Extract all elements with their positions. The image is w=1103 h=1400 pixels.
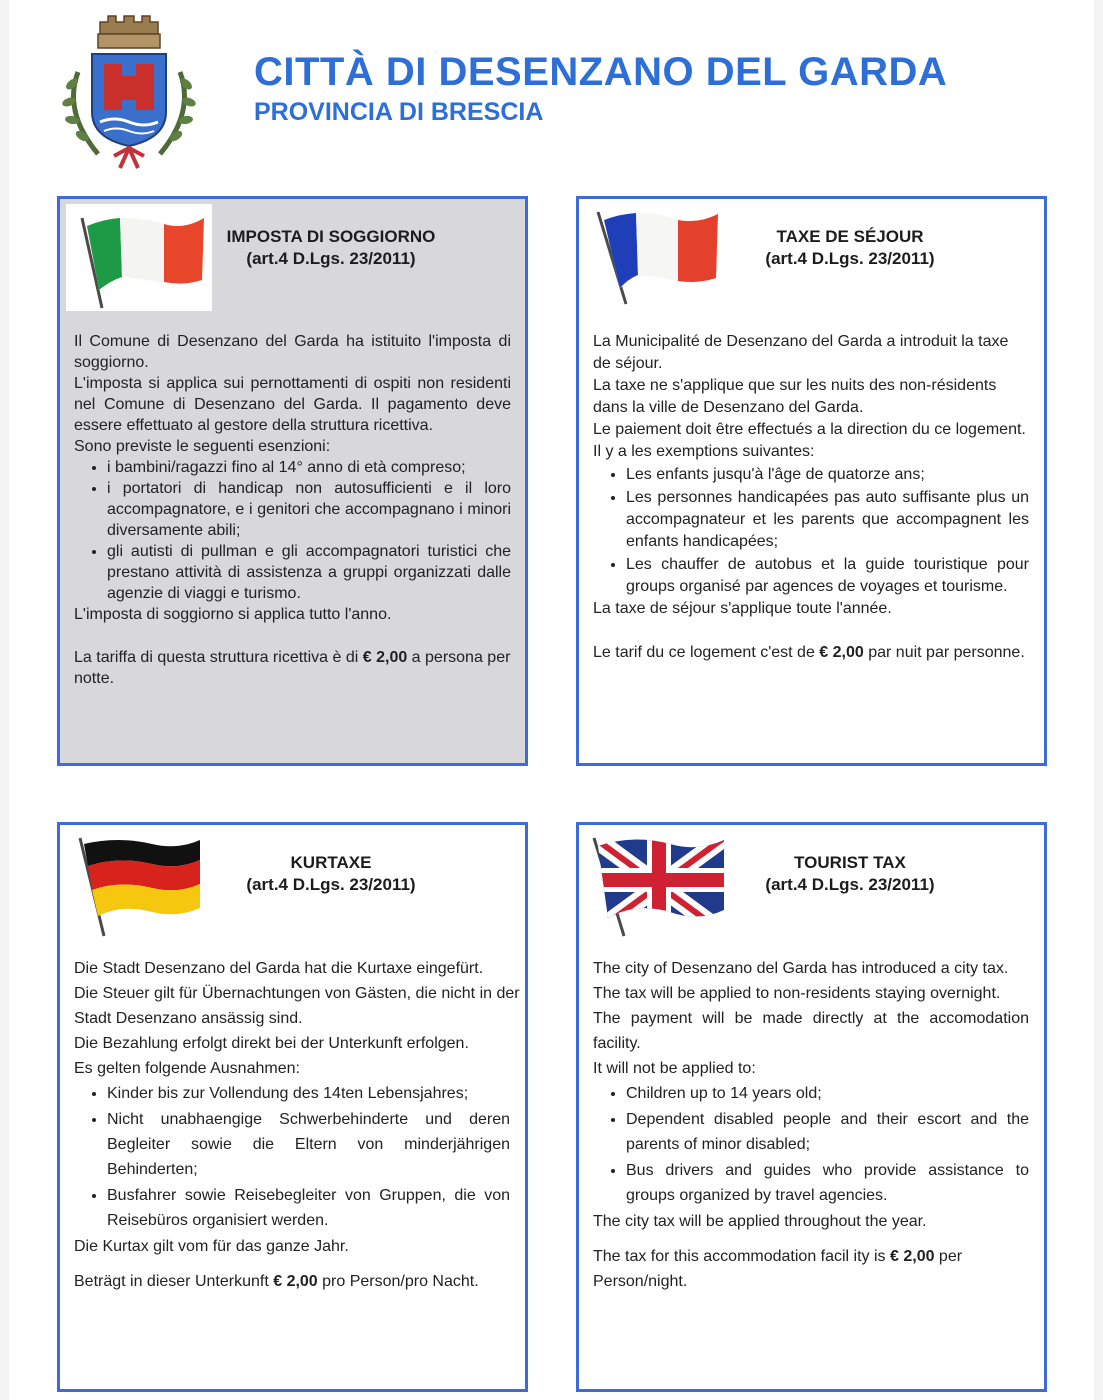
- exemptions-list: [593, 1081, 1029, 1208]
- rate-text: La tariffa di questa struttura ricettiva è di € 2,00 a persona per notte.: [74, 649, 511, 687]
- list-item: • Nicht unabhaengige Schwerbehinderte und deren Begleiter sowie die Eltern von minderjährigen Behinderten;: [107, 1107, 510, 1182]
- paragraph: Il y a les exemptions suivantes:: [593, 443, 815, 460]
- paragraph: It will not be applied to:: [593, 1060, 756, 1077]
- list-item: • i portatori di handicap non autosufficienti e il loro accompagnatore, e i genitori che accompagnano i minori diversamente abili;: [107, 478, 511, 541]
- paragraph: Il Comune di Desenzano del Garda ha istituito l'imposta di soggiorno.: [74, 333, 511, 371]
- section-german-law: (art.4 D.Lgs. 23/2011): [246, 875, 416, 894]
- section-french-header: [734, 226, 966, 270]
- list-item: • Busfahrer sowie Reisebegleiter von Gruppen, die von Reisebüros organisiert werden.: [107, 1183, 510, 1233]
- rate-amount: € 2,00: [890, 1248, 935, 1265]
- list-item: • Les personnes handicapées pas auto suffisante plus un accompagnateur et les parents que accompagnent les enfants handicapées;: [626, 486, 1029, 553]
- page-title: CITTÀ DI DESENZANO DEL GARDA: [254, 50, 948, 94]
- paragraph: The city of Desenzano del Garda has introduced a city tax.: [593, 960, 1009, 977]
- section-italian-header: [216, 226, 446, 270]
- paragraph: The payment will be made directly at the accomodation facility.: [593, 1010, 1029, 1052]
- section-italian-law: (art.4 D.Lgs. 23/2011): [246, 249, 416, 268]
- paragraph: La taxe ne s'applique que sur les nuits des non-résidents dans la ville de Desenzano del Garda.: [593, 377, 997, 416]
- list-item: • Les chauffer de autobus et la guide touristique pour groups organisé par agences de voyages et tourisme.: [626, 553, 1029, 598]
- paragraph: The city tax will be applied throughout the year.: [593, 1213, 927, 1230]
- paragraph: The tax will be applied to non-residents staying overnight.: [593, 985, 1001, 1002]
- paragraph: La Municipalité de Desenzano del Garda a introduit la taxe de séjour.: [593, 333, 1009, 372]
- list-item: • Dependent disabled people and their escort and the parents of minor disabled;: [626, 1107, 1029, 1157]
- paragraph: Die Kurtax gilt vom für das ganze Jahr.: [74, 1238, 349, 1255]
- paragraph: Es gelten folgende Ausnahmen:: [74, 1060, 300, 1077]
- rate-amount: € 2,00: [273, 1273, 318, 1290]
- section-german-header: [216, 852, 446, 896]
- rate-amount: € 2,00: [362, 649, 408, 666]
- section-french-title: TAXE DE SÉJOUR: [776, 227, 924, 246]
- paragraph: Die Bezahlung erfolgt direkt bei der Unterkunft erfolgen.: [74, 1035, 469, 1052]
- section-german-body: [74, 956, 520, 1294]
- paragraph: Le paiement doit être effectués a la direction du ce logement.: [593, 421, 1026, 438]
- exemptions-list: [74, 457, 511, 604]
- list-item: • Children up to 14 years old;: [626, 1081, 1029, 1106]
- paragraph: L'imposta di soggiorno si applica tutto l'anno.: [74, 606, 392, 623]
- coat-of-arms-icon: [58, 12, 200, 172]
- list-item: • Kinder bis zur Vollendung des 14ten Lebensjahres;: [107, 1081, 510, 1106]
- exemptions-list: [593, 463, 1029, 598]
- rate-text: The tax for this accommodation facil ity is € 2,00 per Person/night.: [593, 1248, 963, 1290]
- section-french-law: (art.4 D.Lgs. 23/2011): [765, 249, 935, 268]
- list-item: • Bus drivers and guides who provide assistance to groups organized by travel agencies.: [626, 1158, 1029, 1208]
- list-item: • gli autisti di pullman e gli accompagnatori turistici che prestano attività di assistenza a gruppi organizzati dalle agenzie di viaggi e turismo.: [107, 541, 511, 604]
- paragraph: Die Steuer gilt für Übernachtungen von Gästen, die nicht in der Stadt Desenzano ansässig sind.: [74, 985, 520, 1027]
- section-italian-title: IMPOSTA DI SOGGIORNO: [226, 227, 436, 246]
- french-flag-icon: [586, 204, 732, 311]
- paragraph: Die Stadt Desenzano del Garda hat die Kurtaxe eingefürt.: [74, 960, 484, 977]
- section-italian-body: [74, 331, 511, 689]
- section-english-body: [593, 956, 1029, 1294]
- section-french-body: [593, 331, 1029, 664]
- section-german-title: KURTAXE: [290, 853, 372, 872]
- italian-flag-icon: [66, 204, 212, 311]
- list-item: • i bambini/ragazzi fino al 14° anno di età compreso;: [107, 457, 511, 478]
- rate-amount: € 2,00: [819, 644, 864, 661]
- paragraph: Sono previste le seguenti esenzioni:: [74, 438, 331, 455]
- rate-text: Le tarif du ce logement c'est de € 2,00 par nuit par personne.: [593, 644, 1025, 661]
- uk-flag-icon: [586, 832, 732, 939]
- section-english-law: (art.4 D.Lgs. 23/2011): [765, 875, 935, 894]
- section-english-title: TOURIST TAX: [794, 853, 906, 872]
- exemptions-list: [74, 1081, 510, 1233]
- section-english-header: [734, 852, 966, 896]
- paragraph: L'imposta si applica sui pernottamenti di ospiti non residenti nel Comune di Desenzano del Garda. Il pagamento deve essere effettuato al gestore della struttura ricettiva.: [74, 375, 511, 434]
- list-item: • Les enfants jusqu'à l'âge de quatorze ans;: [626, 463, 1029, 486]
- page-subtitle: PROVINCIA DI BRESCIA: [254, 98, 544, 126]
- rate-text: Beträgt in dieser Unterkunft € 2,00 pro Person/pro Nacht.: [74, 1273, 479, 1290]
- paragraph: La taxe de séjour s'applique toute l'année.: [593, 600, 892, 617]
- german-flag-icon: [66, 832, 212, 939]
